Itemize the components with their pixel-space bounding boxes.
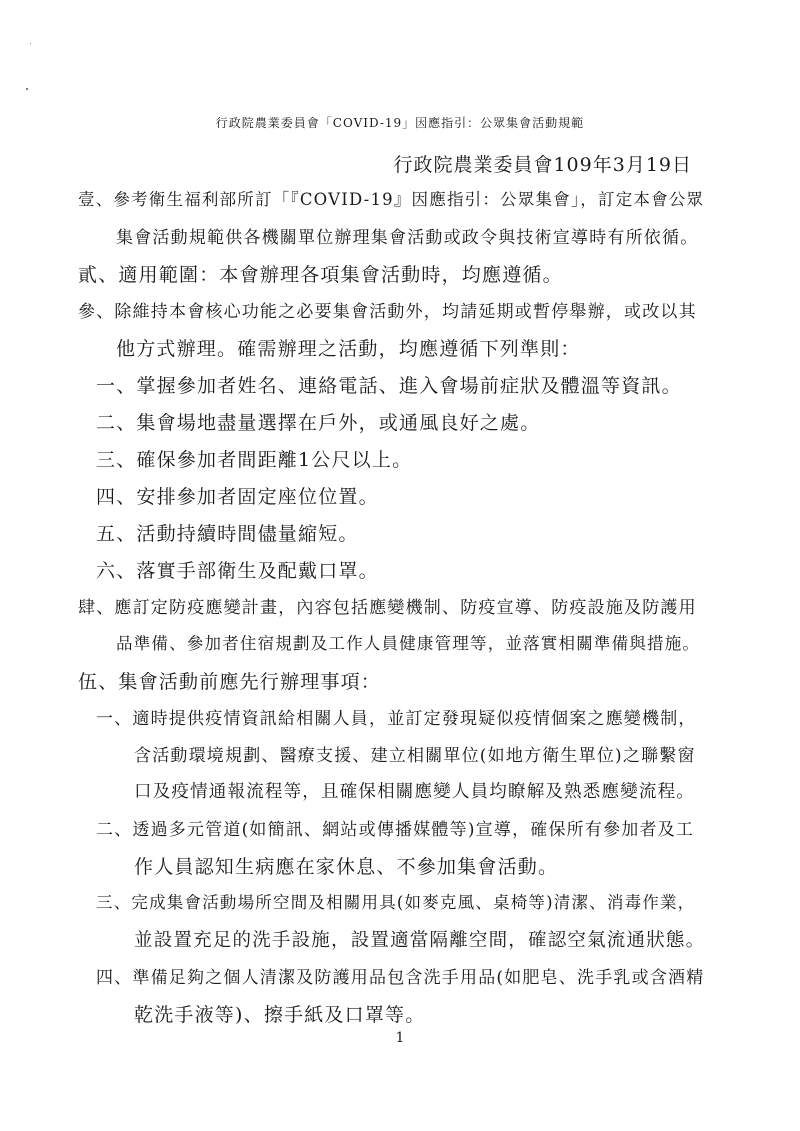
section-5-item-3-line-1: 三、完成集會活動場所空間及相關用具(如麥克風、桌椅等)清潔、消毒作業， [96, 893, 696, 912]
section-1-line-2: 集會活動規範供各機關單位辦理集會活動或政令與技術宣導時有所依循。 [116, 228, 699, 248]
section-3-item-4: 四、安排參加者固定座位位置。 [96, 486, 379, 508]
scan-speck [30, 43, 31, 44]
section-3-item-6: 六、落實手部衛生及配戴口罩。 [96, 560, 379, 582]
section-5-item-2-line-2: 作人員認知生病應在家休息、不參加集會活動。 [134, 856, 559, 878]
section-5-item-2-line-1: 二、透過多元管道(如簡訊、網站或傳播媒體等)宣導，確保所有參加者及工 [96, 820, 695, 840]
section-3-item-2: 二、集會場地盡量選擇在戶外，或通風良好之處。 [96, 412, 541, 434]
document-date: 行政院農業委員會109年3月19日 [393, 154, 692, 176]
section-5-line-1: 伍、集會活動前應先行辦理事項： [78, 671, 382, 693]
section-5-item-1-line-3: 口及疫情通報流程等，且確保相關應變人員均瞭解及熟悉應變流程。 [134, 782, 695, 802]
section-5-item-4-line-1: 四、準備足夠之個人清潔及防護用品包含洗手用品(如肥皂、洗手乳或含酒精 [96, 968, 705, 988]
section-3-item-1: 一、掌握參加者姓名、連絡電話、進入會場前症狀及體溫等資訊。 [96, 375, 682, 397]
page-number: 1 [395, 1030, 405, 1046]
section-3-line-2: 他方式辦理。確需辦理之活動，均應遵循下列準則： [116, 338, 581, 360]
section-4-line-1: 肆、應訂定防疫應變計畫，內容包括應變機制、防疫宣導、防疫設施及防護用 [78, 598, 697, 618]
document-title: 行政院農業委員會「COVID-19」因應指引：公眾集會活動規範 [215, 116, 585, 130]
section-2-line-1: 貳、適用範圍：本會辦理各項集會活動時，均應遵循。 [78, 264, 563, 286]
section-1-line-1: 壹、參考衛生福利部所訂「『COVID-19』因應指引：公眾集會」，訂定本會公眾 [78, 190, 705, 209]
section-3-item-5: 五、活動持續時間儘量縮短。 [96, 523, 359, 545]
section-3-item-3: 三、確保參加者間距離1公尺以上。 [96, 449, 413, 471]
scan-speck [26, 88, 28, 90]
section-4-line-2: 品準備、參加者住宿規劃及工作人員健康管理等，並落實相關準備與措施。 [116, 634, 701, 653]
section-5-item-4-line-2: 乾洗手液等)、擦手紙及口罩等。 [134, 1004, 426, 1026]
section-5-item-1-line-2: 含活動環境規劃、醫療支援、建立相關單位(如地方衛生單位)之聯繫窗 [134, 746, 696, 766]
section-3-line-1: 參、除維持本會核心功能之必要集會活動外，均請延期或暫停舉辦，或改以其 [78, 302, 697, 322]
section-5-item-1-line-1: 一、適時提供疫情資訊給相關人員，並訂定發現疑似疫情個案之應變機制， [96, 709, 697, 729]
section-5-item-3-line-2: 並設置充足的洗手設施，設置適當隔離空間，確認空氣流通狀態。 [134, 930, 706, 951]
